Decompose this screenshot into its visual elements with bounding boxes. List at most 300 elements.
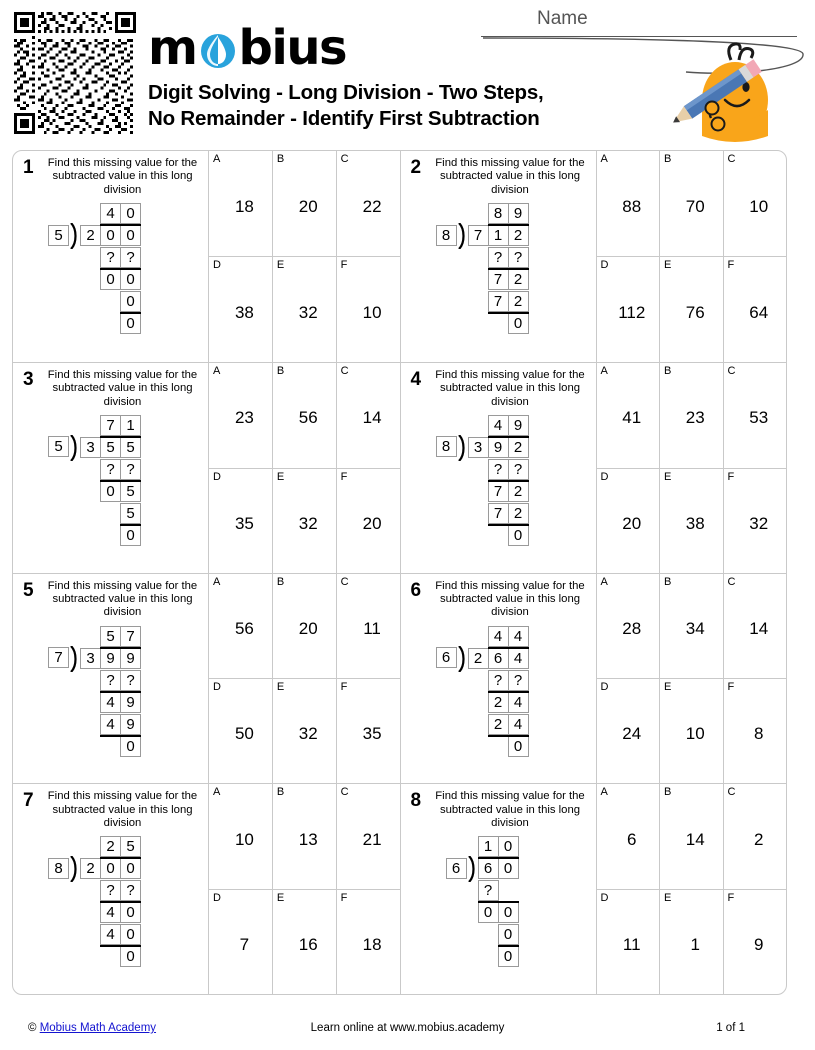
first-subtraction-rule bbox=[488, 691, 529, 693]
answer-option-B[interactable] bbox=[272, 574, 336, 679]
page-title-line1: Digit Solving - Long Division - Two Steps, bbox=[148, 81, 544, 104]
answer-option-A[interactable] bbox=[209, 784, 272, 889]
answer-option-B[interactable] bbox=[659, 151, 723, 256]
answer-value: 32 bbox=[298, 513, 318, 533]
answer-letter: B bbox=[276, 575, 285, 588]
long-division-figure bbox=[17, 203, 204, 335]
digit-spacer bbox=[80, 269, 101, 290]
digit-box: 2 bbox=[488, 714, 509, 735]
digit-box: 4 bbox=[508, 626, 529, 647]
dividend-row bbox=[468, 437, 529, 459]
second-subtraction-row bbox=[80, 503, 141, 525]
footer-page-number: 1 of 1 bbox=[716, 1022, 745, 1034]
division-bracket-icon bbox=[70, 435, 80, 459]
dividend-row bbox=[468, 648, 529, 670]
final-remainder-row bbox=[80, 313, 141, 335]
problem-6 bbox=[401, 574, 596, 784]
digit-spacer bbox=[468, 481, 489, 502]
answer-option-B[interactable] bbox=[272, 363, 336, 468]
problem-prompt: Find this missing value for the subtracted value in this long division bbox=[47, 790, 198, 830]
digit-box: 7 bbox=[488, 269, 509, 290]
divisor-group bbox=[49, 857, 80, 879]
answer-option-D[interactable] bbox=[209, 679, 272, 783]
answer-option-C[interactable] bbox=[336, 784, 400, 889]
answer-value: 20 bbox=[298, 618, 318, 638]
answer-letter: B bbox=[276, 786, 285, 799]
division-bracket-icon bbox=[70, 646, 80, 670]
digit-box: 0 bbox=[508, 736, 529, 757]
division-bracket-icon bbox=[458, 223, 468, 247]
digit-box: 4 bbox=[508, 714, 529, 735]
division-rows bbox=[451, 836, 519, 968]
worksheet-row-1 bbox=[13, 151, 786, 362]
answer-row-1 bbox=[597, 151, 787, 256]
answer-options bbox=[208, 363, 400, 573]
digit-spacer bbox=[80, 503, 101, 524]
problem-prompt: Find this missing value for the subtracted value in this long division bbox=[435, 368, 585, 408]
quotient-row bbox=[468, 626, 529, 648]
digit-box: 5 bbox=[120, 836, 141, 857]
missing-digit-box[interactable]: ? bbox=[478, 880, 499, 901]
answer-options bbox=[208, 151, 400, 362]
answer-letter: F bbox=[727, 470, 735, 483]
answer-option-F[interactable] bbox=[336, 469, 400, 573]
digit-spacer bbox=[488, 736, 509, 757]
digit-box: 0 bbox=[120, 269, 141, 290]
problem-5 bbox=[13, 574, 208, 784]
digit-spacer bbox=[488, 525, 509, 546]
second-subtraction-row bbox=[80, 924, 141, 946]
answer-option-A[interactable] bbox=[597, 574, 660, 679]
page-title-line2: No Remainder - Identify First Subtraction bbox=[148, 107, 540, 130]
digit-box: 5 bbox=[120, 481, 141, 502]
answer-letter: C bbox=[340, 153, 349, 165]
answer-value: 53 bbox=[749, 408, 769, 428]
first-subtraction-rule bbox=[100, 480, 141, 482]
final-remainder-row bbox=[468, 525, 529, 547]
digit-box: 4 bbox=[508, 648, 529, 669]
problem-number: 7 bbox=[23, 790, 34, 812]
problem-prompt: Find this missing value for the subtracted value in this long division bbox=[47, 579, 198, 619]
answer-option-A[interactable] bbox=[209, 574, 272, 679]
digit-spacer bbox=[80, 247, 101, 268]
digit-spacer bbox=[100, 525, 121, 546]
answer-row-2 bbox=[209, 889, 400, 994]
missing-digit-box[interactable]: ? bbox=[100, 880, 121, 901]
division-vinculum bbox=[488, 647, 529, 649]
dividend-row bbox=[478, 858, 519, 880]
first-remainder-row bbox=[80, 692, 141, 714]
first-subtraction-rule bbox=[478, 901, 519, 903]
answer-option-E[interactable] bbox=[659, 257, 723, 361]
answer-letter: B bbox=[664, 153, 672, 165]
answer-value: 2 bbox=[754, 829, 764, 849]
answer-option-F[interactable] bbox=[723, 469, 787, 573]
answer-option-A[interactable] bbox=[209, 363, 272, 468]
answer-option-D[interactable] bbox=[209, 469, 272, 573]
digit-box: 9 bbox=[508, 203, 529, 224]
digit-box: 7 bbox=[488, 503, 509, 524]
dividend-row bbox=[80, 437, 141, 459]
answer-option-F[interactable] bbox=[336, 890, 400, 994]
digit-box: 9 bbox=[488, 437, 509, 458]
divisor-group bbox=[437, 647, 468, 669]
answer-value: 35 bbox=[362, 724, 382, 744]
answer-letter: A bbox=[600, 153, 608, 165]
division-bracket-icon bbox=[468, 856, 478, 880]
second-subtraction-rule bbox=[488, 312, 529, 314]
problem-4 bbox=[401, 363, 596, 573]
digit-box: 5 bbox=[120, 503, 141, 524]
digit-spacer bbox=[468, 459, 489, 480]
worksheet-row-2 bbox=[13, 362, 786, 573]
answer-row-1 bbox=[597, 363, 787, 468]
name-label: Name bbox=[537, 8, 588, 29]
answer-row-2 bbox=[209, 468, 400, 573]
first-subtraction-rule bbox=[100, 901, 141, 903]
answer-options bbox=[596, 363, 787, 573]
digit-box: 2 bbox=[508, 291, 529, 312]
second-subtraction-row bbox=[468, 503, 529, 525]
answer-option-E[interactable] bbox=[659, 890, 723, 994]
digit-box: 0 bbox=[498, 902, 519, 923]
answer-row-1 bbox=[209, 574, 400, 679]
answer-option-C[interactable] bbox=[336, 574, 400, 679]
first-subtraction-row bbox=[80, 247, 141, 269]
digit-spacer bbox=[488, 313, 509, 334]
division-vinculum bbox=[100, 224, 141, 226]
digit-box: 7 bbox=[468, 225, 489, 246]
answer-option-C[interactable] bbox=[336, 363, 400, 468]
digit-box: 5 bbox=[120, 437, 141, 458]
missing-digit-box[interactable]: ? bbox=[120, 880, 141, 901]
answer-value: 32 bbox=[298, 302, 318, 322]
logo-droplet-icon bbox=[198, 28, 238, 68]
divisor-group bbox=[49, 436, 80, 458]
logo-text-pre: m bbox=[148, 20, 197, 76]
missing-digit-box[interactable]: ? bbox=[100, 670, 121, 691]
answer-option-A[interactable] bbox=[597, 784, 660, 889]
problem-3 bbox=[13, 363, 208, 573]
problem-cell-6 bbox=[400, 574, 787, 784]
answer-option-B[interactable] bbox=[659, 363, 723, 468]
answer-option-D[interactable] bbox=[597, 890, 660, 994]
answer-option-B[interactable] bbox=[659, 574, 723, 679]
answer-option-F[interactable] bbox=[723, 679, 787, 783]
missing-digit-box[interactable]: ? bbox=[120, 459, 141, 480]
worksheet-grid bbox=[12, 150, 787, 995]
answer-value: 14 bbox=[362, 408, 382, 428]
answer-value: 50 bbox=[234, 724, 254, 744]
answer-value: 41 bbox=[622, 408, 642, 428]
answer-option-B[interactable] bbox=[659, 784, 723, 889]
answer-row-2 bbox=[597, 468, 787, 573]
answer-value: 64 bbox=[749, 302, 769, 322]
first-subtraction-rule bbox=[488, 480, 529, 482]
second-subtraction-rule bbox=[488, 524, 529, 526]
answer-option-D[interactable] bbox=[597, 257, 660, 361]
answer-options bbox=[596, 151, 787, 362]
digit-box: 0 bbox=[478, 902, 499, 923]
page-footer bbox=[0, 1022, 815, 1044]
digit-spacer bbox=[80, 880, 101, 901]
missing-digit-box[interactable]: ? bbox=[100, 247, 121, 268]
answer-option-C[interactable] bbox=[723, 151, 787, 256]
second-subtraction-row bbox=[80, 714, 141, 736]
problem-prompt: Find this missing value for the subtracted value in this long division bbox=[435, 157, 585, 196]
digit-box: 1 bbox=[120, 415, 141, 436]
first-subtraction-row bbox=[468, 670, 529, 692]
answer-value: 35 bbox=[234, 513, 254, 533]
division-bracket-icon bbox=[458, 646, 468, 670]
division-bracket-icon bbox=[70, 223, 80, 247]
answer-value: 18 bbox=[234, 196, 254, 216]
answer-option-E[interactable] bbox=[272, 890, 336, 994]
answer-letter: D bbox=[213, 892, 221, 905]
answer-option-C[interactable] bbox=[336, 151, 400, 256]
answer-value: 10 bbox=[685, 724, 705, 744]
answer-option-E[interactable] bbox=[659, 469, 723, 573]
answer-option-D[interactable] bbox=[209, 257, 272, 361]
digit-spacer bbox=[468, 736, 489, 757]
answer-option-D[interactable] bbox=[597, 469, 660, 573]
divisor-box: 8 bbox=[48, 858, 69, 879]
answer-option-A[interactable] bbox=[597, 363, 660, 468]
answer-option-C[interactable] bbox=[723, 363, 787, 468]
answer-value: 18 bbox=[362, 935, 382, 955]
digit-box: 9 bbox=[508, 415, 529, 436]
answer-option-E[interactable] bbox=[659, 679, 723, 783]
answer-value: 10 bbox=[234, 829, 254, 849]
answer-value: 22 bbox=[362, 196, 382, 216]
answer-option-B[interactable] bbox=[272, 784, 336, 889]
first-subtraction-rule bbox=[100, 268, 141, 270]
problem-2 bbox=[401, 151, 596, 362]
divisor-box: 7 bbox=[48, 647, 69, 668]
answer-letter: F bbox=[340, 892, 348, 905]
problem-cell-4 bbox=[400, 363, 787, 573]
answer-option-F[interactable] bbox=[723, 257, 787, 361]
digit-box: 4 bbox=[488, 415, 509, 436]
logo-text-post: bius bbox=[238, 20, 347, 76]
divisor-box: 5 bbox=[48, 436, 69, 457]
answer-letter: D bbox=[213, 681, 221, 694]
digit-box: 0 bbox=[120, 525, 141, 546]
missing-digit-box[interactable]: ? bbox=[488, 459, 509, 480]
digit-spacer bbox=[80, 203, 101, 224]
digit-spacer bbox=[100, 313, 121, 334]
digit-box: 4 bbox=[100, 714, 121, 735]
answer-option-E[interactable] bbox=[272, 257, 336, 361]
first-subtraction-row bbox=[478, 880, 519, 902]
answer-option-C[interactable] bbox=[723, 784, 787, 889]
answer-row-1 bbox=[209, 151, 400, 256]
digit-box: 7 bbox=[488, 291, 509, 312]
dividend-row bbox=[80, 858, 141, 880]
problem-number: 3 bbox=[23, 368, 34, 390]
digit-box: 0 bbox=[120, 313, 141, 334]
answer-letter: D bbox=[600, 892, 609, 905]
answer-letter: D bbox=[213, 259, 221, 272]
problem-1 bbox=[13, 151, 208, 362]
digit-spacer bbox=[468, 626, 489, 647]
first-remainder-row bbox=[468, 481, 529, 503]
answer-letter: E bbox=[664, 892, 672, 905]
digit-spacer bbox=[468, 313, 489, 334]
digit-box: 0 bbox=[100, 858, 121, 879]
answer-value: 7 bbox=[239, 935, 250, 955]
answer-letter: F bbox=[727, 259, 735, 272]
answer-value: 56 bbox=[298, 408, 318, 428]
worksheet-row-4 bbox=[13, 783, 786, 994]
digit-spacer bbox=[498, 880, 519, 901]
digit-spacer bbox=[100, 946, 121, 967]
digit-box: 0 bbox=[100, 481, 121, 502]
missing-digit-box[interactable]: ? bbox=[488, 670, 509, 691]
digit-box: 5 bbox=[100, 626, 121, 647]
problem-prompt: Find this missing value for the subtracted value in this long division bbox=[435, 579, 585, 619]
footer-learn-online-text: Learn online at www.mobius.academy bbox=[310, 1022, 505, 1034]
problem-cell-2 bbox=[400, 151, 787, 362]
missing-digit-box[interactable]: ? bbox=[508, 459, 529, 480]
answer-letter: C bbox=[727, 364, 736, 377]
answer-letter: D bbox=[213, 470, 221, 483]
division-bracket-icon bbox=[458, 435, 468, 459]
first-subtraction-row bbox=[80, 880, 141, 902]
digit-box: 7 bbox=[488, 481, 509, 502]
divisor-group bbox=[437, 224, 468, 246]
divisor-box: 5 bbox=[48, 225, 69, 246]
quotient-row bbox=[478, 836, 519, 858]
long-division-figure bbox=[405, 415, 592, 547]
answer-option-B[interactable] bbox=[272, 151, 336, 256]
digit-box: 2 bbox=[508, 503, 529, 524]
problem-number: 2 bbox=[410, 157, 422, 178]
digit-box: 0 bbox=[508, 313, 529, 334]
first-subtraction-row bbox=[468, 247, 529, 269]
answer-option-E[interactable] bbox=[272, 469, 336, 573]
digit-box: 0 bbox=[498, 836, 519, 857]
answer-letter: E bbox=[664, 681, 672, 694]
answer-option-F[interactable] bbox=[336, 679, 400, 783]
digit-spacer bbox=[80, 736, 101, 757]
answer-option-A[interactable] bbox=[209, 151, 272, 256]
digit-box: 0 bbox=[498, 858, 519, 879]
answer-letter: B bbox=[276, 364, 285, 377]
missing-digit-box[interactable]: ? bbox=[508, 247, 529, 268]
answer-value: 8 bbox=[754, 724, 764, 744]
problem-number: 6 bbox=[410, 579, 422, 601]
digit-box: 0 bbox=[508, 525, 529, 546]
dividend-row bbox=[80, 225, 141, 247]
answer-value: 14 bbox=[685, 829, 705, 849]
digit-spacer bbox=[80, 481, 101, 502]
answer-value: 34 bbox=[685, 618, 705, 638]
digit-box: 0 bbox=[120, 225, 141, 246]
quotient-row bbox=[80, 203, 141, 225]
problem-8 bbox=[401, 784, 596, 994]
division-vinculum bbox=[100, 857, 141, 859]
answer-option-C[interactable] bbox=[723, 574, 787, 679]
second-subtraction-rule bbox=[498, 945, 519, 947]
missing-digit-box[interactable]: ? bbox=[120, 247, 141, 268]
first-subtraction-rule bbox=[488, 268, 529, 270]
answer-letter: C bbox=[340, 364, 349, 377]
long-division-figure bbox=[17, 626, 204, 758]
answer-letter: D bbox=[600, 470, 609, 483]
answer-letter: D bbox=[600, 681, 609, 694]
first-subtraction-rule bbox=[100, 691, 141, 693]
answer-value: 56 bbox=[234, 618, 254, 638]
final-remainder-row bbox=[468, 736, 529, 758]
answer-value: 28 bbox=[622, 618, 642, 638]
missing-digit-box[interactable]: ? bbox=[508, 670, 529, 691]
division-rows bbox=[441, 415, 529, 547]
digit-box: 2 bbox=[468, 648, 489, 669]
digit-spacer bbox=[468, 503, 489, 524]
second-subtraction-row bbox=[468, 714, 529, 736]
divisor-box: 6 bbox=[436, 647, 457, 668]
digit-box: 0 bbox=[120, 736, 141, 757]
dividend-row bbox=[468, 225, 529, 247]
answer-letter: E bbox=[664, 470, 672, 483]
missing-digit-box[interactable]: ? bbox=[488, 247, 509, 268]
problem-cell-8 bbox=[400, 784, 787, 994]
missing-digit-box[interactable]: ? bbox=[100, 459, 121, 480]
second-subtraction-rule bbox=[120, 524, 141, 526]
answer-option-F[interactable] bbox=[336, 257, 400, 361]
mobius-math-academy-link[interactable]: Mobius Math Academy bbox=[39, 1022, 157, 1034]
digit-box: 2 bbox=[80, 225, 101, 246]
answer-option-E[interactable] bbox=[272, 679, 336, 783]
answer-letter: C bbox=[727, 575, 736, 588]
digit-box: 4 bbox=[100, 692, 121, 713]
answer-options bbox=[596, 574, 787, 784]
answer-option-F[interactable] bbox=[723, 890, 787, 994]
quotient-row bbox=[80, 415, 141, 437]
first-remainder-row bbox=[80, 902, 141, 924]
answer-row-1 bbox=[209, 363, 400, 468]
answer-letter: F bbox=[727, 892, 735, 905]
answer-value: 76 bbox=[685, 302, 705, 322]
digit-spacer bbox=[80, 525, 101, 546]
missing-digit-box[interactable]: ? bbox=[120, 670, 141, 691]
answer-row-2 bbox=[597, 889, 787, 994]
answer-value: 38 bbox=[685, 513, 705, 533]
digit-box: 8 bbox=[488, 203, 509, 224]
answer-letter: C bbox=[727, 786, 736, 799]
division-vinculum bbox=[488, 436, 529, 438]
answer-options bbox=[208, 574, 400, 784]
digit-spacer bbox=[468, 692, 489, 713]
answer-value: 11 bbox=[363, 618, 381, 638]
first-subtraction-row bbox=[468, 459, 529, 481]
division-rows bbox=[54, 626, 141, 758]
answer-value: 13 bbox=[298, 829, 318, 849]
answer-options bbox=[208, 784, 400, 994]
digit-spacer bbox=[80, 291, 101, 312]
answer-option-D[interactable] bbox=[209, 890, 272, 994]
digit-box: 1 bbox=[488, 225, 509, 246]
answer-letter: A bbox=[600, 575, 608, 588]
digit-box: 9 bbox=[120, 692, 141, 713]
answer-option-A[interactable] bbox=[597, 151, 660, 256]
second-subtraction-row bbox=[80, 291, 141, 313]
division-vinculum bbox=[100, 436, 141, 438]
answer-option-D[interactable] bbox=[597, 679, 660, 783]
problem-number: 5 bbox=[23, 579, 34, 601]
problem-number: 4 bbox=[410, 368, 422, 390]
